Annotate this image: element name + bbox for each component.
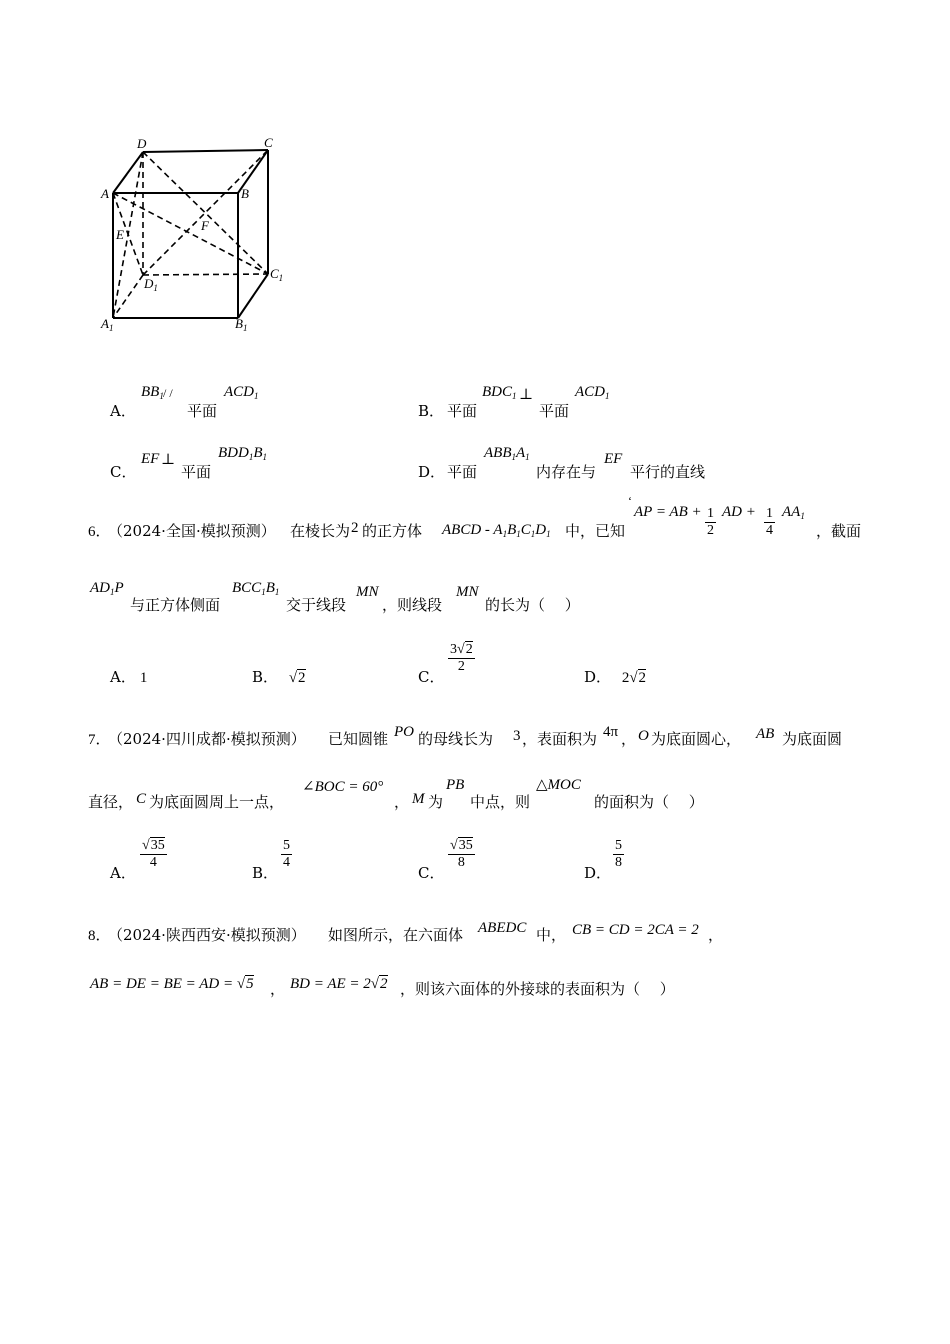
q8-stem-line2: AB = DE = BE = AD = √5 ， BD = AE = 2√2 ，则该六面体的外接球的表面积为（ ） — [90, 976, 675, 998]
label-C: C — [264, 135, 273, 150]
label-A1: $A_1$ — [101, 316, 114, 333]
cube-name: ABCD - $A_1B_1C_1D_1$ — [442, 522, 551, 539]
q6-option-b[interactable]: B． √2 — [252, 668, 306, 686]
label-B: B — [241, 186, 249, 201]
label-B1: $B_1$ — [235, 316, 248, 333]
label-A: A — [101, 186, 109, 201]
vector-equation: AP = AB + — [634, 504, 702, 520]
q6-option-d[interactable]: D． 2√2 — [584, 668, 647, 686]
cube-figure — [95, 130, 310, 340]
label-F: F — [201, 218, 209, 233]
label-E: E — [116, 227, 124, 242]
q6-option-a[interactable]: A． 1 — [110, 668, 148, 686]
q8-stem-line1: 8． （2024·陕西西安·模拟预测） 如图所示，在六面体 ABEDC 中， CB = CD = 2CA = 2 ， — [88, 920, 724, 944]
label-D1: $D_1$ — [144, 276, 158, 293]
q6-stem-line2: $AD_1P$ 与正方体侧面 $BCC_1B_1$ 交于线段 MN ，则线段 MN 的长为（ ） — [90, 580, 580, 614]
label-C1: $C_1$ — [270, 266, 284, 283]
q7-stem-line1: 7． （2024·四川成都·模拟预测） 已知圆锥 PO 的母线长为 3 ，表面积为 4π ， O 为底面圆心， AB 为底面圆 — [88, 724, 843, 748]
q7-stem-line2: 直径， C 为底面圆周上一点， ∠BOC = 60° ， M 为 PB 中点，则 △MOC 的面积为（ ） — [88, 777, 704, 811]
q6-stem-line1: 6． （2024·全国·模拟预测） 在棱长为 2 的正方体 ABCD - $A_1B_1C_1D_1$ 中，已知 ʻ AP = AB + $\frac{1}{2}$ AD + $\frac{1}{4}$ $AA_1$ ，截面 — [88, 494, 862, 540]
label-D: D — [137, 136, 147, 151]
